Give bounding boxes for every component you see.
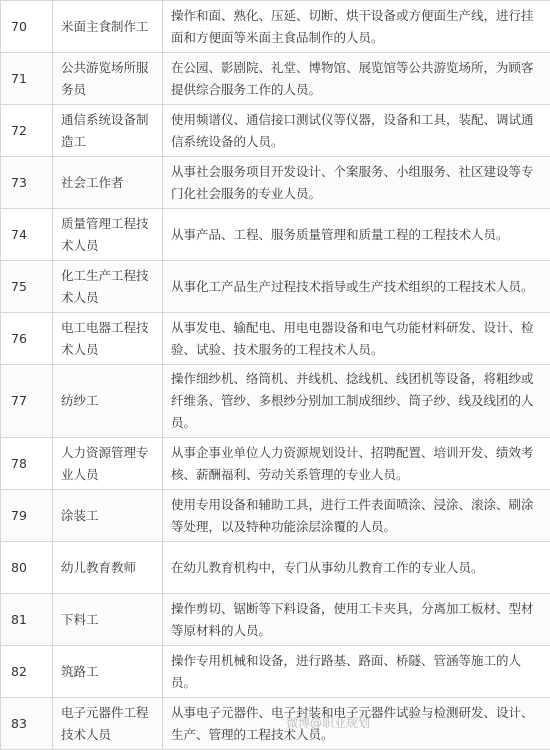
table-row <box>1 646 550 698</box>
table-row <box>1 365 550 438</box>
row-number: 82 <box>1 646 53 698</box>
occupation-description: 从事发电、输配电、用电电器设备和电气功能材料研发、设计、检验、试验、技术服务的工程技术人员。 <box>163 313 550 365</box>
occupation-name: 米面主食制作工 <box>53 1 163 53</box>
row-number: 70 <box>1 1 53 53</box>
table-row <box>1 157 550 209</box>
row-number: 73 <box>1 157 53 209</box>
occupation-name: 涂装工 <box>53 490 163 542</box>
occupation-name: 公共游览场所服务员 <box>53 53 163 105</box>
occupation-description: 在公园、影剧院、礼堂、博物馆、展览馆等公共游览场所，为顾客提供综合服务工作的人员。 <box>163 53 550 105</box>
occupation-name: 人力资源管理专业人员 <box>53 438 163 490</box>
occupation-description: 从事电子元器件、电子封装和电子元器件试验与检测研发、设计、生产、管理的工程技术人员。 <box>163 698 550 750</box>
row-number: 72 <box>1 105 53 157</box>
table-row <box>1 542 550 594</box>
occupation-description: 从事社会服务项目开发设计、个案服务、小组服务、社区建设等专门化社会服务的专业人员。 <box>163 157 550 209</box>
table-body <box>1 1 550 750</box>
occupation-name: 幼儿教育教师 <box>53 542 163 594</box>
row-number: 80 <box>1 542 53 594</box>
row-number: 76 <box>1 313 53 365</box>
occupation-description: 操作剪切、锯断等下料设备，使用工卡夹具，分离加工板材、型材等原材料的人员。 <box>163 594 550 646</box>
occupation-name: 电工电器工程技术人员 <box>53 313 163 365</box>
occupation-name: 通信系统设备制造工 <box>53 105 163 157</box>
occupation-name: 电子元器件工程技术人员 <box>53 698 163 750</box>
table-row <box>1 1 550 53</box>
row-number: 79 <box>1 490 53 542</box>
table-row <box>1 209 550 261</box>
row-number: 83 <box>1 698 53 750</box>
occupation-description: 使用专用设备和辅助工具，进行工件表面喷涂、浸涂、滚涂、刷涂等处理，以及特种功能涂层涂覆的人员。 <box>163 490 550 542</box>
table-row <box>1 594 550 646</box>
table-row <box>1 105 550 157</box>
watermark: 微博@职业规划 <box>286 714 370 731</box>
table-row <box>1 313 550 365</box>
row-number: 77 <box>1 365 53 438</box>
occupation-description: 从事企事业单位人力资源规划设计、招聘配置、培训开发、绩效考核、薪酬福利、劳动关系管理的专业人员。 <box>163 438 550 490</box>
occupation-description: 操作专用机械和设备，进行路基、路面、桥隧、管涵等施工的人员。 <box>163 646 550 698</box>
table-row <box>1 261 550 313</box>
occupation-name: 化工生产工程技术人员 <box>53 261 163 313</box>
row-number: 71 <box>1 53 53 105</box>
row-number: 78 <box>1 438 53 490</box>
occupation-description: 在幼儿教育机构中，专门从事幼儿教育工作的专业人员。 <box>163 542 550 594</box>
table-row <box>1 53 550 105</box>
table-row <box>1 490 550 542</box>
occupation-name: 社会工作者 <box>53 157 163 209</box>
occupation-description: 使用频谱仪、通信接口测试仪等仪器，设备和工具，装配、调试通信系统设备的人员。 <box>163 105 550 157</box>
occupation-name: 筑路工 <box>53 646 163 698</box>
occupation-description: 操作细纱机、络筒机、并线机、捻线机、线团机等设备，将粗纱或纤维条、管纱、多根纱分别加工制成细纱、筒子纱、线及线团的人员。 <box>163 365 550 438</box>
occupation-description: 从事产品、工程、服务质量管理和质量工程的工程技术人员。 <box>163 209 550 261</box>
row-number: 81 <box>1 594 53 646</box>
occupation-name: 质量管理工程技术人员 <box>53 209 163 261</box>
table-row <box>1 438 550 490</box>
occupation-description: 操作和面、熟化、压延、切断、烘干设备或方便面生产线，进行挂面和方便面等米面主食品制作的人员。 <box>163 1 550 53</box>
occupation-name: 下料工 <box>53 594 163 646</box>
occupation-name: 纺纱工 <box>53 365 163 438</box>
row-number: 74 <box>1 209 53 261</box>
row-number: 75 <box>1 261 53 313</box>
occupation-description: 从事化工产品生产过程技术指导或生产技术组织的工程技术人员。 <box>163 261 550 313</box>
